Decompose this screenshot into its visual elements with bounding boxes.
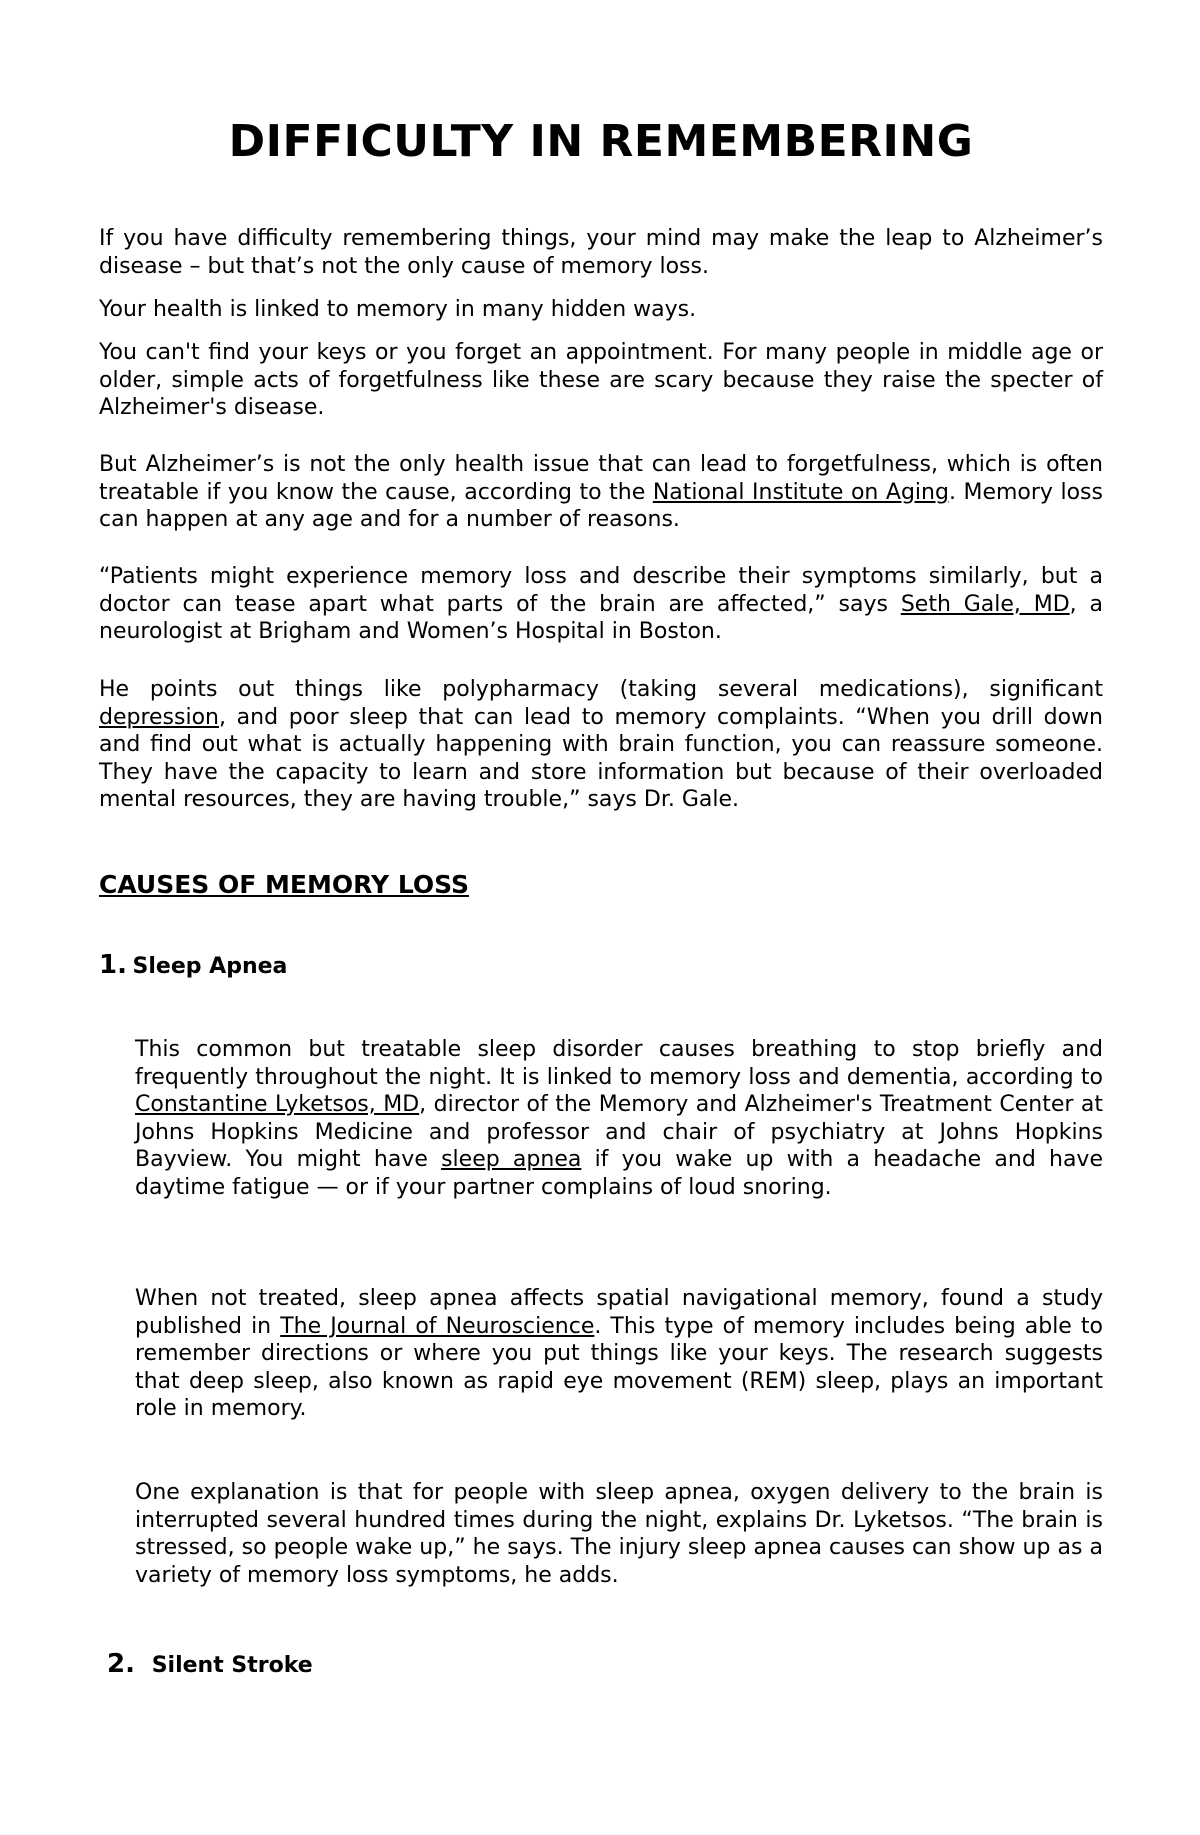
intro-paragraph-4 bbox=[99, 451, 1103, 534]
text-run: , a neurologist at Brigham and Women’s Hospital in Boston. bbox=[99, 591, 1103, 644]
text-run: When not treated, sleep apnea affects spatial navigational memory, found a study published in bbox=[135, 1286, 1103, 1339]
depression-link[interactable]: depression bbox=[99, 704, 220, 730]
cause-1-paragraph-1 bbox=[135, 1036, 1103, 1201]
cause-1-title: Sleep Apnea bbox=[132, 954, 288, 979]
intro-paragraph-2: Your health is linked to memory in many hidden ways. bbox=[99, 297, 697, 322]
intro-paragraph-6 bbox=[99, 676, 1103, 814]
cause-2-heading bbox=[107, 1649, 313, 1679]
cause-1-paragraph-2 bbox=[135, 1285, 1103, 1423]
journal-of-neuroscience-link[interactable]: The Journal of Neuroscience bbox=[280, 1313, 595, 1339]
text-run: , director of the Memory and Alzheimer's Treatment Center at Johns Hopkins Medicine and professor and chair of psychiatry at Johns Hopkins Bayview. You might have bbox=[135, 1092, 1103, 1172]
cause-1-heading bbox=[99, 950, 287, 980]
text-run: He points out things like polypharmacy (taking several medications), significant bbox=[99, 677, 1103, 702]
text-run: . Memory loss can happen at any age and for a number of reasons. bbox=[99, 479, 1103, 532]
constantine-lyketsos-link[interactable]: Constantine Lyketsos, MD bbox=[135, 1092, 420, 1117]
text-run: if you wake up with a headache and have daytime fatigue — or if your partner complains of loud snoring. bbox=[135, 1147, 1103, 1200]
cause-1-paragraph-3: One explanation is that for people with sleep apnea, oxygen delivery to the brain is interrupted several hundred times during the night, explains Dr. Lyketsos. “The brain is stressed, so people wake up,” he says. The injury sleep apnea causes can show up as a variety of memory loss symptoms, he adds. bbox=[135, 1480, 1103, 1588]
cause-1-number: 1. bbox=[99, 950, 127, 980]
document-title: DIFFICULTY IN REMEMBERING bbox=[228, 116, 974, 167]
intro-paragraph-1: If you have difficulty remembering things, your mind may make the leap to Alzheimer’s disease – but that’s not the only cause of memory loss. bbox=[99, 226, 1103, 279]
text-run: This common but treatable sleep disorder causes breathing to stop briefly and frequently throughout the night. It is linked to memory loss and dementia, according to bbox=[135, 1037, 1103, 1090]
section-heading: CAUSES OF MEMORY LOSS bbox=[99, 870, 470, 899]
cause-2-number: 2. bbox=[107, 1649, 135, 1679]
seth-gale-link[interactable]: Seth Gale, MD bbox=[900, 591, 1070, 617]
text-run: , and poor sleep that can lead to memory complaints. “When you drill down and find out what is actually happening with brain function, you can reassure someone. They have the capacity to learn and store information but because of their overloaded mental resources, they are having trouble,” says Dr. Gale. bbox=[99, 704, 1103, 812]
intro-paragraph-5 bbox=[99, 563, 1103, 646]
text-run: “Patients might experience memory loss and describe their symptoms similarly, but a doctor can tease apart what parts of the brain are affected,” says bbox=[99, 564, 1103, 617]
sleep-apnea-link[interactable]: sleep apnea bbox=[441, 1147, 582, 1172]
cause-2-title: Silent Stroke bbox=[151, 1653, 313, 1678]
text-run: But Alzheimer’s is not the only health issue that can lead to forgetfulness, which is often treatable if you know the cause, according to the bbox=[99, 452, 1103, 505]
intro-paragraph-3: You can't find your keys or you forget an appointment. For many people in middle age or older, simple acts of forgetfulness like these are scary because they raise the specter of Alzheimer's disease. bbox=[99, 340, 1103, 420]
text-run: . This type of memory includes being able to remember directions or where you put things like your keys. The research suggests that deep sleep, also known as rapid eye movement (REM) sleep, plays an important role in memory. bbox=[135, 1313, 1103, 1421]
national-institute-on-aging-link[interactable]: National Institute on Aging bbox=[652, 479, 949, 505]
